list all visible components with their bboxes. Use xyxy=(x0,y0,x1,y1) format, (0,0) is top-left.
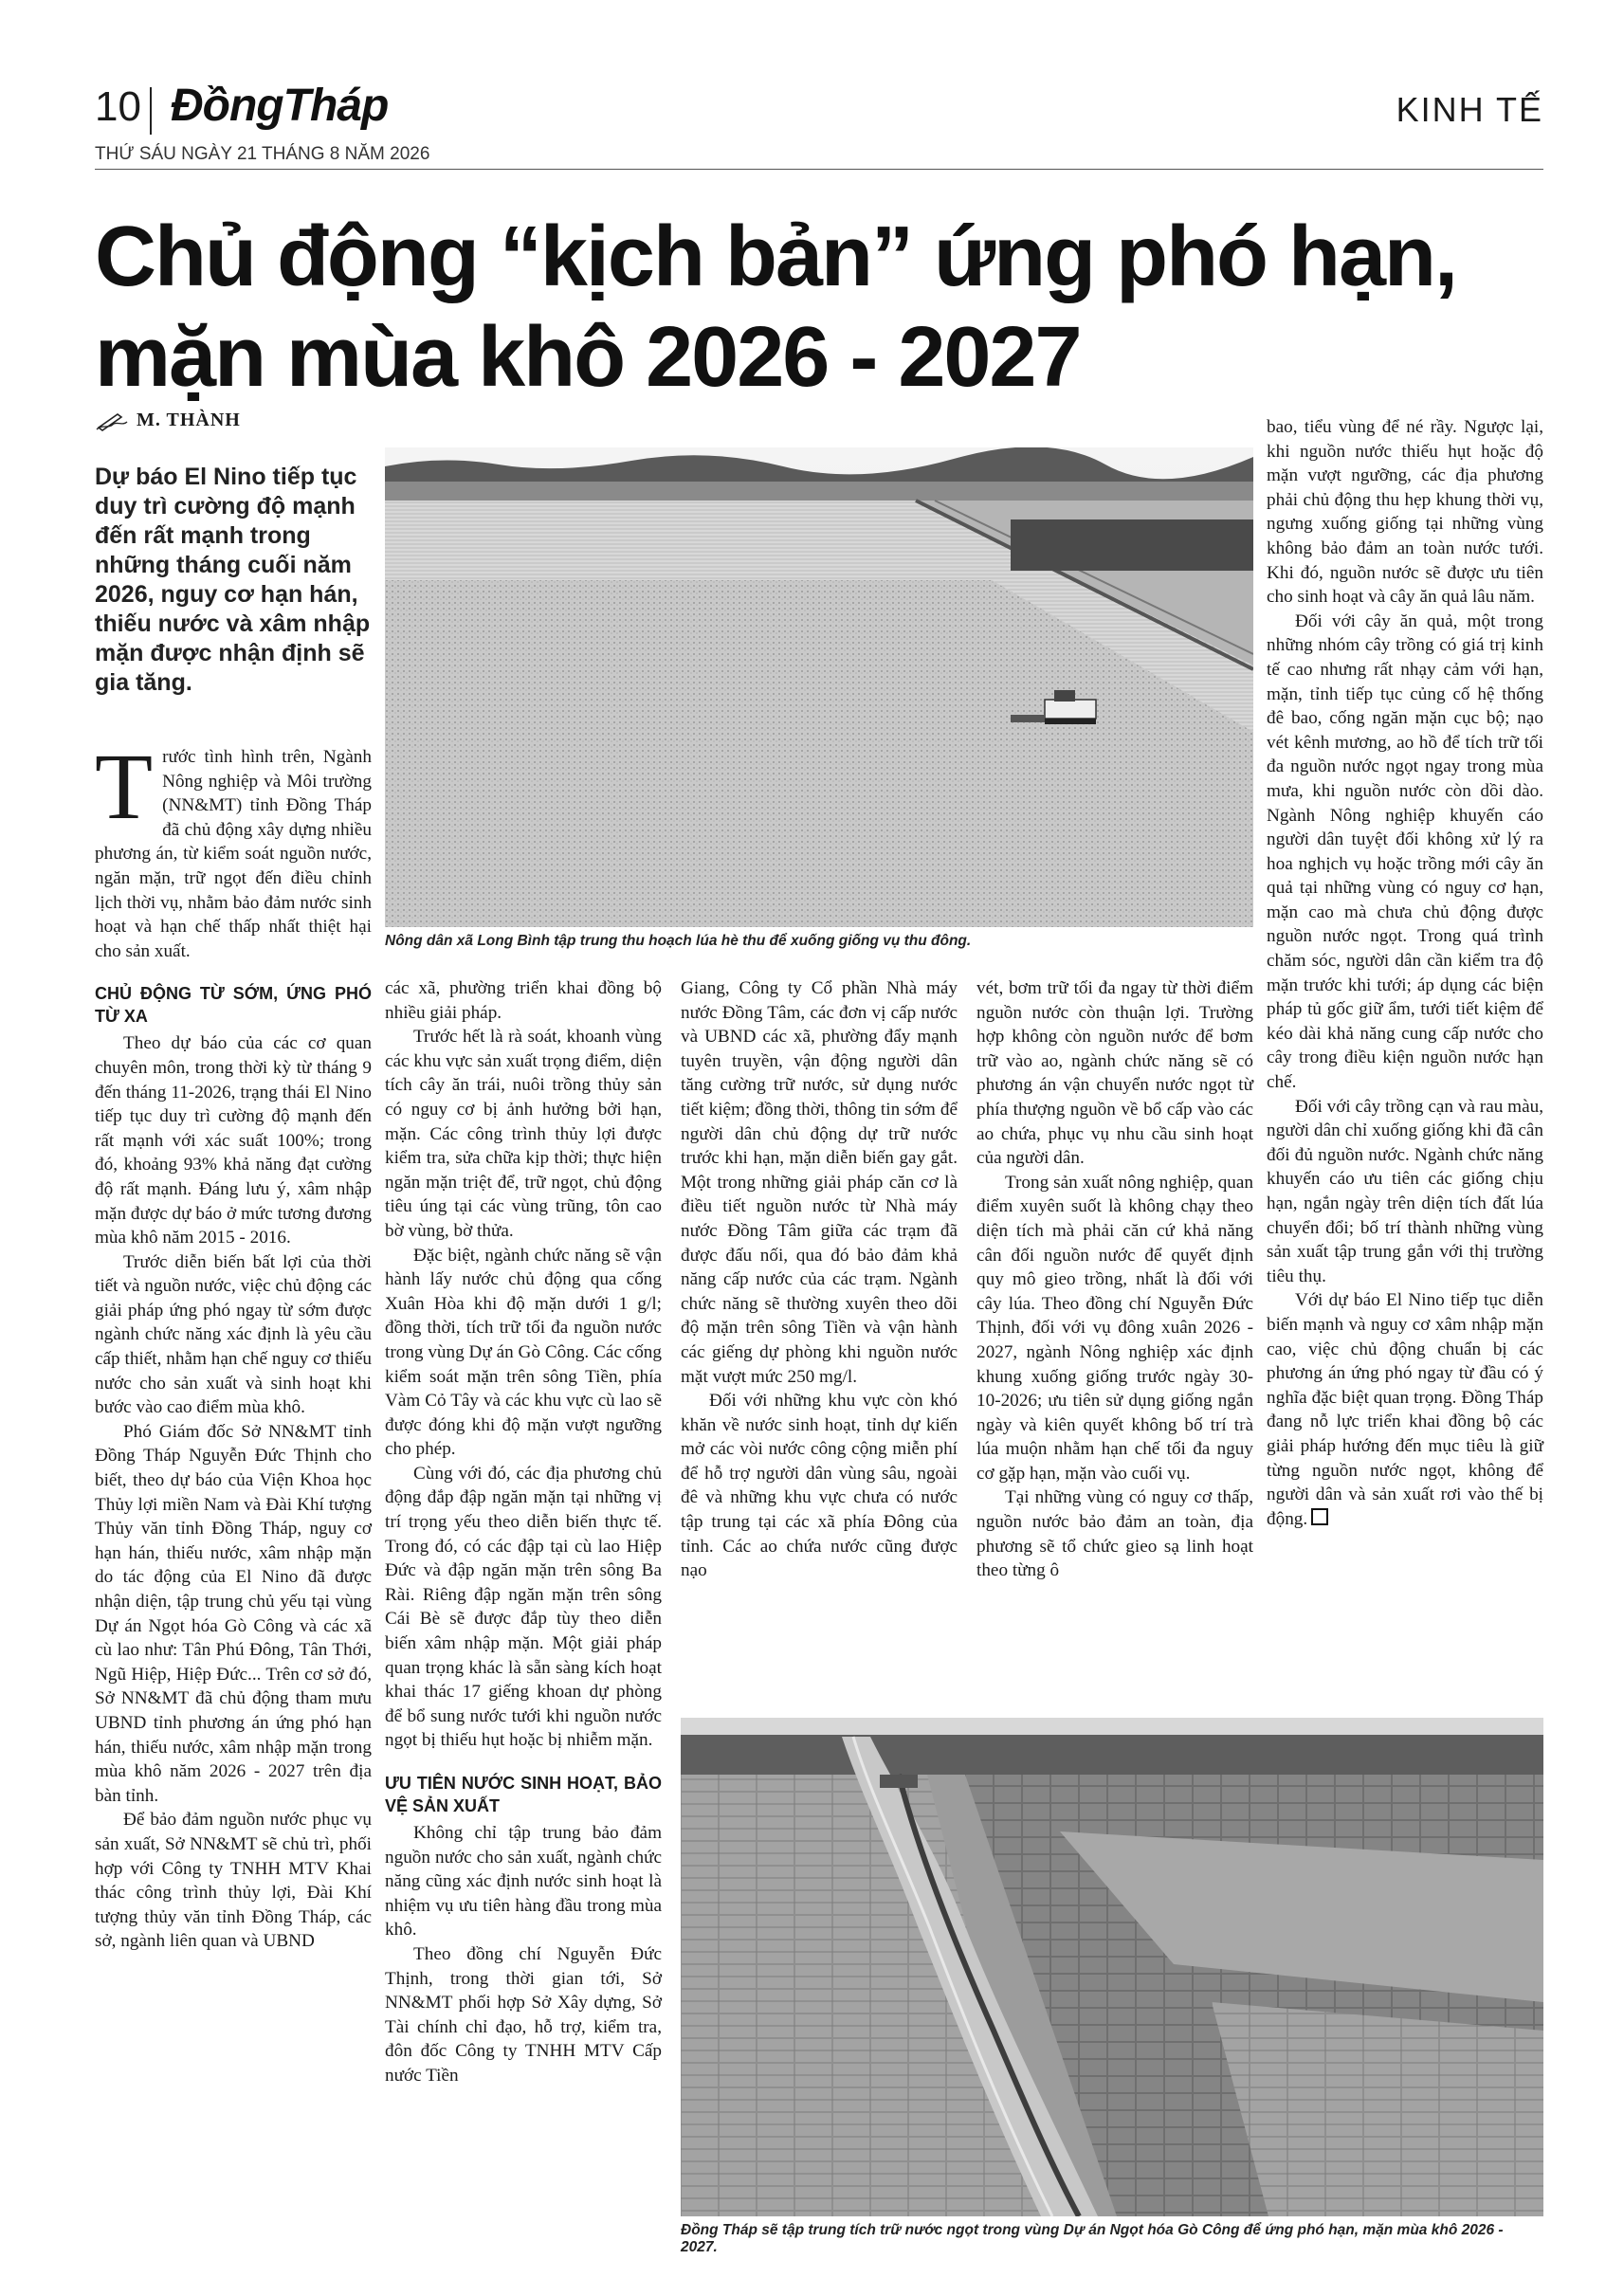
column-5 xyxy=(1267,415,1543,1531)
photo-caption-1: Nông dân xã Long Bình tập trung thu hoạch lúa hè thu để xuống giống vụ thu đông. xyxy=(385,933,972,949)
paragraph: Đặc biệt, ngành chức năng sẽ vận hành lấy nước chủ động qua cống Xuân Hòa khi độ mặn dưới 1 g/l; đồng thời, tích trữ tối đa nguồn nước trong vùng Dự án Gò Công. Các cống kiểm soát mặn trên sông Tiền, phía Vàm Cỏ Tây và các khu vực cù lao sẽ được đóng khi độ mặn vượt ngưỡng cho phép. xyxy=(385,1245,662,1460)
paragraph: Trong sản xuất nông nghiệp, quan điểm xuyên suốt là không chạy theo diện tích mà phải căn cứ khả năng cân đối nguồn nước để quyết định quy mô gieo trồng, nhất là đối với cây lúa. Theo đồng chí Nguyễn Đức Thịnh, đối với vụ đông xuân 2026 - 2027, ngành Nông nghiệp xác định khung xuống giống trước ngày 30-10-2026; ưu tiên sử dụng giống ngắn ngày và kiên quyết không bố trí trà lúa muộn nhằm hạn chế tối đa nguy cơ gặp hạn, mặn vào cuối vụ. xyxy=(976,1172,1253,1484)
subheading: ƯU TIÊN NƯỚC SINH HOẠT, BẢO VỆ SẢN XUẤT xyxy=(385,1774,662,1815)
end-mark-icon xyxy=(1311,1508,1328,1525)
column-4 xyxy=(976,976,1253,1583)
paragraph: Đối với cây ăn quả, một trong những nhóm cây trồng có giá trị kinh tế cao nhưng rất nhạy cảm với hạn, mặn, tỉnh tiếp tục củng cố hệ thống đê bao, cống ngăn mặn cục bộ; nạo vét kênh mương, ao hồ để tích trữ tối đa nguồn nước ngọt ngay trong mùa mưa, khi nguồn nước còn dồi dào. Ngành Nông nghiệp khuyến cáo người dân tuyệt đối không xử lý ra hoa nghịch vụ hoặc trồng mới cây ăn quả tại những vùng có nguy cơ hạn, mặn cao mà chưa chủ động được nguồn nước ngọt. Trong quá trình chăm sóc, người dân cần kiểm tra độ mặn trước khi tưới; áp dụng các biện pháp tủ gốc giữ ẩm, tưới tiết kiệm để kéo dài khả năng cung cấp nước cho cây trong điều kiện nguồn nước hạn chế. xyxy=(1267,610,1543,1093)
masthead-divider xyxy=(150,87,152,135)
byline xyxy=(95,410,241,431)
paragraph: Phó Giám đốc Sở NN&MT tỉnh Đồng Tháp Nguyễn Đức Thịnh cho biết, theo dự báo của Viện Khoa học Thủy lợi miền Nam và Đài Khí tượng Thủy văn tỉnh Đồng Tháp, nguy cơ hạn hán, thiếu nước, xâm nhập mặn do tác động của El Nino đã được nhận diện, tập trung chủ yếu tại vùng Dự án Ngọt hóa Gò Công và các xã cù lao như: Tân Phú Đông, Tân Thới, Ngũ Hiệp, Hiệp Đức... Trên cơ sở đó, Sở NN&MT đã chủ động tham mưu UBND tỉnh phương án ứng phó hạn hán, thiếu nước, xâm nhập mặn trong mùa khô năm 2026 - 2027 trên địa bàn tỉnh. xyxy=(95,1421,372,1806)
paragraph: vét, bơm trữ tối đa ngay từ thời điểm nguồn nước còn thuận lợi. Trường hợp không còn nguồn nước để bơm trữ vào ao, ngành chức năng sẽ có phương án vận chuyển nước ngọt từ phía thượng nguồn về bổ cấp vào các ao chứa, phục vụ nhu cầu sinh hoạt của người dân. xyxy=(976,978,1253,1169)
drop-cap: T xyxy=(95,734,154,839)
page-number: 10 xyxy=(95,83,141,130)
article-title: Chủ động “kịch bản” ứng phó hạn, mặn mùa khô 2026 - 2027 xyxy=(95,210,1457,405)
paragraph: các xã, phường triển khai đồng bộ nhiều giải pháp. xyxy=(385,978,662,1023)
newspaper-logo: ĐồngTháp xyxy=(171,81,389,131)
column-3 xyxy=(681,976,958,1583)
paragraph: Với dự báo El Nino tiếp tục diễn biến mạnh và nguy cơ xâm nhập mặn cao, việc chủ động chuẩn bị các phương án ứng phó ngay từ đầu có ý nghĩa đặc biệt quan trọng. Đồng Tháp đang nỗ lực triển khai đồng bộ các giải pháp hướng đến mục tiêu là giữ từng nguồn nước ngọt, không để người dân và sản xuất rơi vào thế bị động. xyxy=(1267,1290,1543,1529)
paragraph: Đối với cây trồng cạn và rau màu, người dân chỉ xuống giống khi đã cân đối đủ nguồn nước. Ngành chức năng khuyến cáo ưu tiên các giống chịu hạn, ngắn ngày trên diện tích đất lúa chuyển đổi; bố trí thành những vùng sản xuất tập trung gắn với thị trường tiêu thụ. xyxy=(1267,1096,1543,1286)
paragraph: Đối với những khu vực còn khó khăn về nước sinh hoạt, tỉnh dự kiến mở các vòi nước công cộng miễn phí để hỗ trợ người dân vùng sâu, ngoài đê và những khu vực chưa có nước tập trung tại các xã phía Đông của tỉnh. Các ao chứa nước cũng được nạo xyxy=(681,1391,958,1581)
column-1 xyxy=(95,734,372,1954)
paragraph: Trước tình hình trên, Ngành Nông nghiệp và Môi trường (NN&MT) tỉnh Đồng Tháp đã chủ động xây dựng nhiều phương án, từ kiểm soát nguồn nước, ngăn mặn, trữ ngọt đến điều chỉnh lịch thời vụ, nhằm bảo đảm nước sinh hoạt và hạn chế thấp nhất thiệt hại cho sản xuất. xyxy=(95,734,372,961)
author-name: M. THÀNH xyxy=(137,410,241,430)
paragraph: Trước diễn biến bất lợi của thời tiết và nguồn nước, việc chủ động các giải pháp ứng phó ngay từ sớm được ngành chức năng xác định là yêu cầu cấp thiết, nhằm hạn chế nguy cơ thiếu nước cho sản xuất và sinh hoạt khi bước vào cao điểm mùa khô. xyxy=(95,1251,372,1418)
rice-field-image xyxy=(385,447,1253,927)
paragraph: bao, tiểu vùng để né rầy. Ngược lại, khi nguồn nước thiếu hụt hoặc độ mặn vượt ngưỡng, các địa phương phải chủ động thu hẹp khung thời vụ, ngưng xuống giống tại những vùng không bảo đảm an toàn nước tưới. Khi đó, nguồn nước sẽ được ưu tiên cho sinh hoạt và cây ăn quả lâu năm. xyxy=(1267,417,1543,608)
dateline: THỨ SÁU NGÀY 21 THÁNG 8 NĂM 2026 xyxy=(95,144,430,164)
paragraph: Để bảo đảm nguồn nước phục vụ sản xuất, Sở NN&MT sẽ chủ trì, phối hợp với Công ty TNHH MTV Khai thác công trình thủy lợi, Đài Khí tượng thủy văn tỉnh Đồng Tháp, các sở, ngành liên quan và UBND xyxy=(95,1810,372,1952)
pen-icon xyxy=(95,410,129,431)
section-label: KINH TẾ xyxy=(1396,90,1543,129)
header-rule xyxy=(95,169,1543,170)
subheading: CHỦ ĐỘNG TỪ SỚM, ỨNG PHÓ TỪ XA xyxy=(95,984,372,1027)
paragraph: Theo đồng chí Nguyễn Đức Thịnh, trong thời gian tới, Sở NN&MT phối hợp Sở Xây dựng, Sở Tài chính chỉ đạo, hỗ trợ, kiểm tra, đôn đốc Công ty TNHH MTV Cấp nước Tiền xyxy=(385,1943,662,2086)
paragraph: Trước hết là rà soát, khoanh vùng các khu vực sản xuất trọng điểm, diện tích cây ăn trái, nuôi trồng thủy sản có nguy cơ bị ảnh hưởng bởi hạn, mặn. Các công trình thủy lợi được kiểm tra, sửa chữa kịp thời; thực hiện ngăn mặn triệt để, trữ ngọt, chủ động tiêu úng tại các vùng trũng, tôn cao bờ vùng, bờ thửa. xyxy=(385,1027,662,1241)
canal-aerial-image xyxy=(681,1718,1543,2216)
harvest-photo xyxy=(385,447,1253,927)
canal-photo xyxy=(681,1718,1543,2216)
column-2 xyxy=(385,976,662,2088)
paragraph: Theo dự báo của các cơ quan chuyên môn, trong thời kỳ từ tháng 9 đến tháng 11-2026, trạng thái El Nino tiếp tục duy trì cường độ mạnh đến rất mạnh với xác suất 100%; trong đó, khoảng 93% khả năng đạt cường độ rất mạnh. Đáng lưu ý, xâm nhập mặn được dự báo ở mức tương đương mùa khô năm 2015 - 2016. xyxy=(95,1033,372,1248)
paragraph: Giang, Công ty Cổ phần Nhà máy nước Đồng Tâm, các đơn vị cấp nước và UBND các xã, phường đẩy mạnh tuyên truyền, vận động người dân tăng cường trữ nước, sử dụng nước tiết kiệm; đồng thời, thông tin sớm để người dân chủ động dự trữ nước trước khi hạn, mặn diễn biến gay gắt. Một trong những giải pháp căn cơ là điều tiết nguồn nước từ Nhà máy nước Đồng Tâm giữa các trạm đã được đấu nối, qua đó bảo đảm khả năng cấp nước của các trạm. Ngành chức năng sẽ thường xuyên theo dõi độ mặn trên sông Tiền và vận hành các giếng dự phòng khi nguồn nước mặt vượt mức 250 mg/l. xyxy=(681,978,958,1387)
paragraph: Cùng với đó, các địa phương chủ động đắp đập ngăn mặn tại những vị trí trọng yếu theo diễn biến thực tế. Trong đó, có các đập tại cù lao Hiệp Đức và đập ngăn mặn trên sông Ba Rài. Riêng đập ngăn mặn trên sông Cái Bè sẽ được đắp tùy theo diễn biến xâm nhập mặn. Một giải pháp quan trọng khác là sẵn sàng kích hoạt khai thác 17 giếng khoan dự phòng để bổ sung nước tưới khi nguồn nước ngọt bị thiếu hụt hoặc bị nhiễm mặn. xyxy=(385,1463,662,1751)
photo-caption-2: Đồng Tháp sẽ tập trung tích trữ nước ngọt trong vùng Dự án Ngọt hóa Gò Công để ứng phó hạn, mặn mùa khô 2026 - 2027. xyxy=(681,2222,1504,2255)
paragraph: Tại những vùng có nguy cơ thấp, nguồn nước bảo đảm an toàn, địa phương sẽ tổ chức gieo sạ linh hoạt theo từng ô xyxy=(976,1487,1253,1581)
paragraph: Không chỉ tập trung bảo đảm nguồn nước cho sản xuất, ngành chức năng cũng xác định nước sinh hoạt là nhiệm vụ ưu tiên hàng đầu trong mùa khô. xyxy=(385,1823,662,1941)
article-lead: Dự báo El Nino tiếp tục duy trì cường độ mạnh đến rất mạnh trong những tháng cuối năm 2026, nguy cơ hạn hán, thiếu nước và xâm nhập mặn được nhận định sẽ gia tăng. xyxy=(95,464,371,696)
